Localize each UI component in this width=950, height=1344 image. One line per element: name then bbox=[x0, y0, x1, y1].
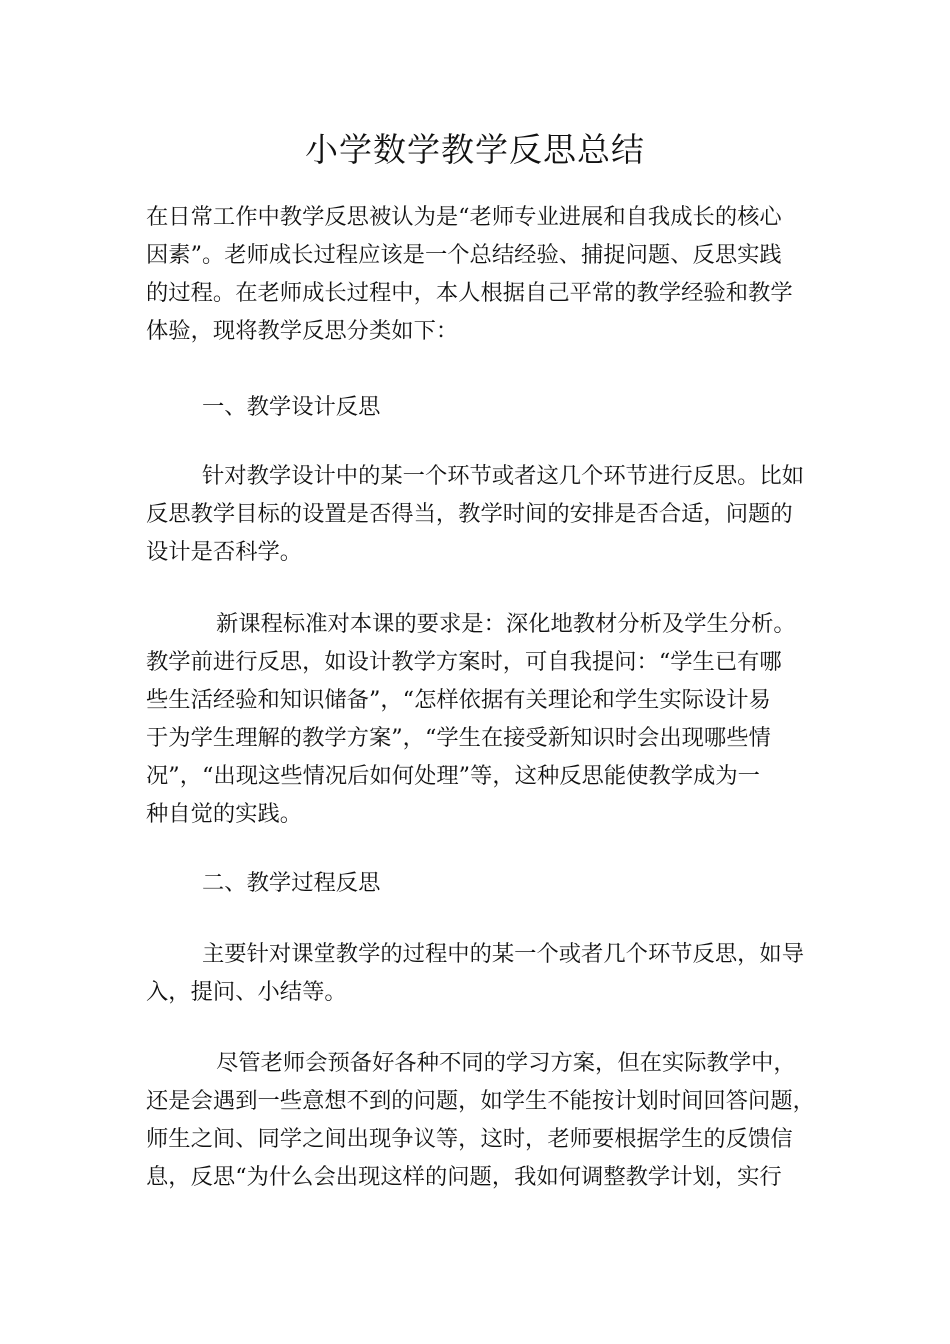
text-line: 新课程标准对本课的要求是：深化地教材分析及学生分析。 bbox=[216, 611, 796, 637]
section-heading-1 bbox=[146, 388, 816, 426]
text-line: 师生之间、同学之间出现争议等，这时，老师要根据学生的反馈信 bbox=[146, 1126, 793, 1152]
section2-paragraph-2 bbox=[146, 1044, 816, 1196]
text-line: 种自觉的实践。 bbox=[146, 801, 303, 827]
section-heading: 二、教学过程反思 bbox=[202, 870, 381, 896]
text-line: 况”，“出现这些情况后如何处理”等，这种反思能使教学成为一 bbox=[146, 763, 760, 789]
section-heading: 一、教学设计反思 bbox=[202, 394, 381, 420]
text-line: 的过程。在老师成长过程中，本人根据自己平常的教学经验和教学 bbox=[146, 280, 793, 306]
text-line: 尽管老师会预备好各种不同的学习方案，但在实际教学中， bbox=[216, 1050, 796, 1076]
text-line: 还是会遇到一些意想不到的问题，如学生不能按计划时间回答问题， bbox=[146, 1088, 815, 1114]
text-line: 于为学生理解的教学方案”，“学生在接受新知识时会出现哪些情 bbox=[146, 725, 771, 751]
section1-paragraph-2 bbox=[146, 605, 816, 833]
text-line: 入，提问、小结等。 bbox=[146, 979, 347, 1005]
text-line: 因素”。老师成长过程应该是一个总结经验、捕捉问题、反思实践 bbox=[146, 242, 782, 268]
text-line: 体验，现将教学反思分类如下： bbox=[146, 318, 459, 344]
section-heading-2 bbox=[146, 864, 816, 902]
text-line: 在日常工作中教学反思被认为是“老师专业进展和自我成长的核心 bbox=[146, 204, 782, 230]
text-line: 息，反思“为什么会出现这样的问题，我如何调整教学计划，实行 bbox=[146, 1164, 782, 1190]
text-line: 些生活经验和知识储备”，“怎样依据有关理论和学生实际设计易 bbox=[146, 687, 771, 713]
text-line: 反思教学目标的设置是否得当，教学时间的安排是否合适，问题的 bbox=[146, 501, 793, 527]
document-title: 小学数学教学反思总结 bbox=[305, 130, 645, 169]
section1-paragraph-1 bbox=[146, 457, 816, 571]
text-line: 针对教学设计中的某一个环节或者这几个环节进行反思。比如 bbox=[202, 463, 805, 489]
intro-paragraph bbox=[146, 198, 816, 350]
section2-paragraph-1 bbox=[146, 935, 816, 1011]
text-line: 教学前进行反思，如设计教学方案时，可自我提问：“学生已有哪 bbox=[146, 649, 782, 675]
text-line: 设计是否科学。 bbox=[146, 539, 303, 565]
text-line: 主要针对课堂教学的过程中的某一个或者几个环节反思，如导 bbox=[202, 941, 805, 967]
